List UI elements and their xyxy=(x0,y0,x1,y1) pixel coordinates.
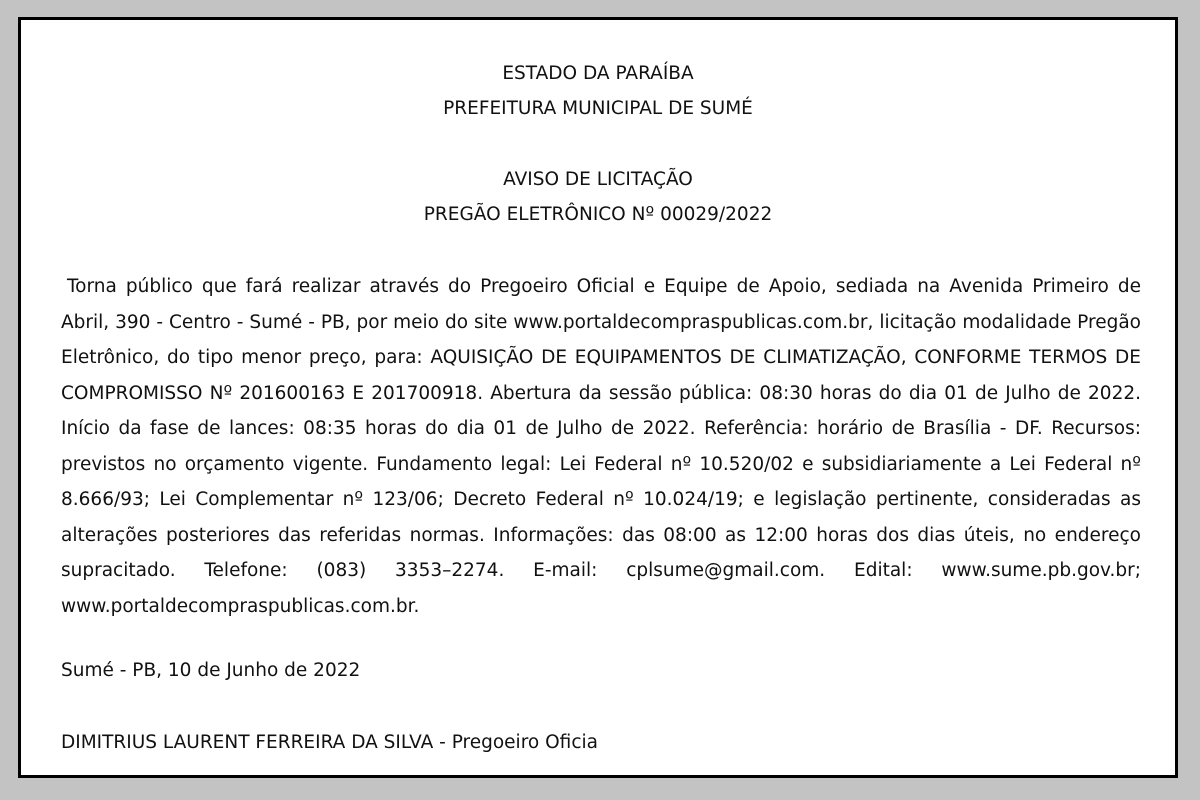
notice-document xyxy=(18,17,1178,778)
municipality-heading: PREFEITURA MUNICIPAL DE SUMÉ xyxy=(443,98,753,119)
notice-body: Torna público que fará realizar através do Pregoeiro Oficial e Equipe de Apoio, sediada na Avenida Primeiro de Abril, 390 - Centro - Sumé - PB, por meio do site www.portaldecompraspublicas.com.br, licitação modalidade Pregão Eletrônico, do tipo menor preço, para: AQUISIÇÃO DE EQUIPAMENTOS DE CLIMATIZAÇÃO, CONFORME TERMOS DE COMPROMISSO Nº 201600163 E 201700918. Abertura da sessão pública: 08:30 horas do dia 01 de Julho de 2022. Início da fase de lances: 08:35 horas do dia 01 de Julho de 2022. Referência: horário de Brasília - DF. Recursos: previstos no orçamento vigente. Fundamento legal: Lei Federal nº 10.520/02 e subsidiariamente a Lei Federal nº 8.666/93; Lei Complementar nº 123/06; Decreto Federal nº 10.024/19; e legislação pertinente, consideradas as alterações posteriores das referidas normas. Informações: das 08:00 as 12:00 horas dos dias úteis, no endereço supracitado. Telefone: (083) 3353–2274. E-mail: cplsume@gmail.com. Edital: www.sume.pb.gov.br; www.portaldecompraspublicas.com.br. xyxy=(61,276,1141,617)
signature-line: DIMITRIUS LAURENT FERREIRA DA SILVA - Pregoeiro Oficia xyxy=(61,732,598,753)
notice-title: AVISO DE LICITAÇÃO xyxy=(503,169,693,190)
state-heading: ESTADO DA PARAÍBA xyxy=(502,63,694,84)
place-date: Sumé - PB, 10 de Junho de 2022 xyxy=(61,660,361,681)
process-number: PREGÃO ELETRÔNICO Nº 00029/2022 xyxy=(423,204,773,225)
